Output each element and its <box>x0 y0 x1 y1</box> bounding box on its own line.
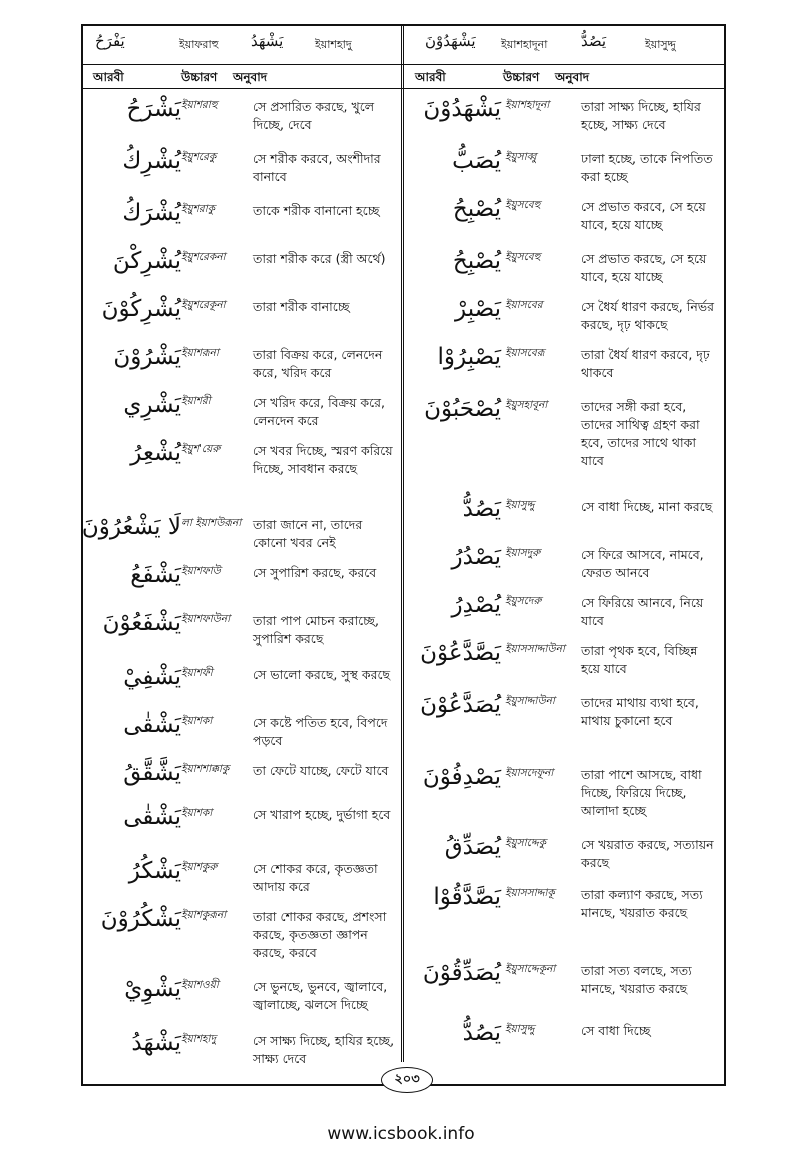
entry-transliteration: ইয়াশহাদূনা <box>505 99 550 111</box>
entry-meaning: সে প্রভাত করবে, সে হয়ে যাবে, হয়ে যাচ্ছে <box>581 199 706 232</box>
entry-transliteration: ইয়ুসহাবূনা <box>505 399 548 411</box>
entry-arabic: يُصْبِحُ <box>452 248 501 274</box>
header-translation: অনুবাদ <box>233 70 268 84</box>
guide-translit-1: ইয়াশহাদূনা <box>501 38 548 51</box>
entry-transliteration: ইয়ুশরাকু <box>181 203 216 215</box>
entry-arabic: يُشْرِكُوْنَ <box>101 296 181 322</box>
entry-arabic: يَشْفَعُ <box>130 562 181 588</box>
entry-arabic: يَشْهَدُ <box>131 1030 181 1056</box>
entry-arabic: يَصُدُّ <box>462 496 501 522</box>
entry-meaning: তারা ধৈর্য ধারণ করবে, দৃঢ় থাকবে <box>581 347 710 380</box>
entry-transliteration: ইয়াসদুরু <box>505 547 541 559</box>
guide-translit-1: ইয়াফরাহু <box>179 38 219 51</box>
entry-meaning: তারা শোকর করছে, প্রশংসা করছে, কৃতজ্ঞতা জ্ঞাপন করছে, করবে <box>253 909 387 960</box>
entry-meaning: সে ফিরিয়ে আনবে, নিয়ে যাবে <box>581 595 704 628</box>
header-rule <box>83 88 724 89</box>
entry-transliteration: ইয়ুসবেহু <box>505 199 541 211</box>
entry-meaning: তারা বিক্রয় করে, লেনদেন করে, খরিদ করে <box>253 347 383 380</box>
page-number: ২০৩ <box>381 1067 433 1093</box>
entry-transliteration: ইয়ুশ'য়েরু <box>181 443 221 455</box>
entry-transliteration: ইয়ুসবেহু <box>505 251 541 263</box>
entry-arabic: يَصْبِرْ <box>455 296 501 322</box>
entry-arabic: يَصَّدَّقُوْا <box>433 884 501 910</box>
entry-meaning: সে প্রসারিত করছে, খুলে দিচ্ছে, দেবে <box>253 99 375 132</box>
dictionary-page <box>81 24 726 1086</box>
entry-arabic: يَشْكُرُ <box>128 858 181 884</box>
entry-arabic: يَشْقٰى <box>123 712 181 738</box>
entry-arabic: يُصَدِّقُوْنَ <box>422 960 501 986</box>
entry-meaning: তারা শরীক করে (স্ত্রী অর্থে) <box>253 251 386 266</box>
entry-transliteration: ইয়ুসাদ্দেকু <box>505 837 546 849</box>
column-header-right <box>405 66 725 88</box>
entry-transliteration: ইয়ুসাদ্দাউনা <box>505 695 555 707</box>
entry-arabic: يَصَّدَّعُوْنَ <box>420 640 501 666</box>
entry-arabic: يُشْرَكُ <box>122 200 181 226</box>
entry-arabic: يَشْرَحُ <box>126 96 181 122</box>
entry-transliteration: ইয়াসবের <box>505 299 543 311</box>
entry-meaning: তারা কল্যাণ করছে, সত্য মানছে, খয়রাত করছে <box>581 887 703 920</box>
entry-arabic: يَصْدِفُوْنَ <box>422 764 501 790</box>
entry-meaning: তারা শরীক বানাচ্ছে <box>253 299 350 314</box>
entry-transliteration: ইয়ুসদেরু <box>505 595 542 607</box>
entry-meaning: সে সুপারিশ করছে, করবে <box>253 565 377 580</box>
entry-arabic: يُصَدَّعُوْنَ <box>420 692 501 718</box>
guide-translit-2: ইয়াশহাদু <box>315 38 352 51</box>
column-header-left <box>83 66 401 88</box>
entry-meaning: তারা জানে না, তাদের কোনো খবর নেই <box>253 517 363 550</box>
entry-arabic: يَشْفِيْ <box>123 664 181 690</box>
entry-transliteration: ইয়াসবেরূ <box>505 347 545 359</box>
entry-transliteration: ইয়াশফাউনা <box>181 613 231 625</box>
entry-transliteration: ইয়াশফাউ <box>181 565 221 577</box>
guide-rule <box>83 64 724 65</box>
entry-meaning: সে শরীক করবে, অংশীদার বানাবে <box>253 151 381 184</box>
entry-meaning: সে ভালো করছে, সুস্থ করছে <box>253 667 391 682</box>
entry-meaning: তারা পাশে আসছে, বাধা দিচ্ছে, ফিরিয়ে দিচ্ছে, আলাদা হচ্ছে <box>581 767 702 818</box>
entry-transliteration: ইয়ুশরেকূনা <box>181 299 226 311</box>
entry-arabic: يَشْرُوْنَ <box>113 344 181 370</box>
entry-meaning: সে ফিরে আসবে, নামবে, ফেরত আনবে <box>581 547 704 580</box>
guide-words-right <box>405 30 725 62</box>
entry-meaning: তাকে শরীক বানানো হচ্ছে <box>253 203 380 218</box>
entry-arabic: يُصْحَبُوْنَ <box>424 396 501 422</box>
entry-meaning: সে বাধা দিচ্ছে, মানা করছে <box>581 499 713 514</box>
entry-meaning: সে ভুনছে, ভুনবে, জ্বালাবে, জ্বালাচ্ছে, ঝলসে দিচ্ছে <box>253 979 388 1012</box>
entry-transliteration: ইয়ুসাদ্দেকূনা <box>505 963 556 975</box>
entry-meaning: সে সাক্ষ্য দিচ্ছে, হাযির হচ্ছে, সাক্ষ্য দেবে <box>253 1033 395 1066</box>
entry-arabic: يَشْهَدُوْنَ <box>423 96 501 122</box>
entry-transliteration: ইয়াশকা <box>181 715 213 727</box>
entry-transliteration: ইয়াশহাদু <box>181 1033 216 1045</box>
entry-meaning: সে কষ্টে পতিত হবে, বিপদে পড়বে <box>253 715 388 748</box>
entry-transliteration: ইয়াশরূনা <box>181 347 219 359</box>
entry-meaning: তাদের মাথায় ব্যথা হবে, মাথায় চুকানো হবে <box>581 695 699 728</box>
entry-arabic: يُصَبُّ <box>452 148 501 174</box>
entry-arabic: يَشْفَعُوْنَ <box>102 610 181 636</box>
entry-arabic: يَشَّقَّقُ <box>123 760 181 786</box>
header-arabic: আরবী <box>93 70 124 84</box>
entry-transliteration: ইয়াশরাহু <box>181 99 218 111</box>
guide-arabic-2: يَصُدُّ <box>581 32 607 50</box>
entry-transliteration: ইয়াশকা <box>181 807 213 819</box>
entry-transliteration: ইয়াশফী <box>181 667 213 679</box>
entry-transliteration: লা ইয়াশউরূনা <box>181 517 242 529</box>
entry-transliteration: ইয়াসুদ্দু <box>505 1023 535 1035</box>
footer-url[interactable]: www.icsbook.info <box>327 1124 475 1144</box>
entry-meaning: ঢালা হচ্ছে, তাকে নিপতিত করা হচ্ছে <box>581 151 713 184</box>
entry-meaning: সে খারাপ হচ্ছে, দুর্ভাগা হবে <box>253 807 391 822</box>
entry-meaning: তাদের সঙ্গী করা হবে, তাদের সাথিত্ব গ্রহণ করা হবে, তাদের সাথে থাকা যাবে <box>581 399 700 468</box>
entry-transliteration: ইয়ুশরেকনা <box>181 251 226 263</box>
entry-meaning: তারা পৃথক হবে, বিচ্ছিন্ন হয়ে যাবে <box>581 643 698 676</box>
entry-meaning: তা ফেটে যাচ্ছে, ফেটে যাবে <box>253 763 389 778</box>
entry-arabic: يَشْقٰى <box>123 804 181 830</box>
entry-transliteration: ইয়াসসাদ্দাউনা <box>505 643 565 655</box>
entry-arabic: يُصْبِحُ <box>452 196 501 222</box>
guide-translit-2: ইয়াসুদ্দু <box>645 38 676 51</box>
entry-transliteration: ইয়াশরী <box>181 395 211 407</box>
header-pronunciation: উচ্চারণ <box>503 70 540 84</box>
guide-words-left <box>83 30 401 62</box>
entry-arabic: يَصْدُرُ <box>451 544 501 570</box>
entry-transliteration: ইয়াসুদ্দু <box>505 499 535 511</box>
guide-arabic-1: يَشْهَدُوْنَ <box>425 32 476 50</box>
entry-meaning: সে ধৈর্য ধারণ করছে, নির্ভর করছে, দৃঢ় থাকছে <box>581 299 714 332</box>
entry-meaning: তারা পাপ মোচন করাচ্ছে, সুপারিশ করছে <box>253 613 379 646</box>
entry-arabic: يَشْوِيْ <box>124 976 181 1002</box>
entry-arabic: يَصُدُّ <box>462 1020 501 1046</box>
entry-arabic: يُشْرِكُ <box>122 148 181 174</box>
entry-transliteration: ইয়ুশরেকু <box>181 151 217 163</box>
entry-arabic: يَشْرِي <box>123 392 181 418</box>
entry-meaning: সে শোকর করে, কৃতজ্ঞতা আদায় করে <box>253 861 378 894</box>
header-translation: অনুবাদ <box>555 70 590 84</box>
header-pronunciation: উচ্চারণ <box>181 70 218 84</box>
entry-transliteration: ইয়াসসাদ্দাকূ <box>505 887 555 899</box>
entry-transliteration: ইয়ুসাব্বু <box>505 151 537 163</box>
entry-meaning: সে বাধা দিচ্ছে <box>581 1023 651 1038</box>
entry-meaning: তারা সাক্ষ্য দিচ্ছে, হাযির হচ্ছে, সাক্ষ্য দেবে <box>581 99 701 132</box>
entry-arabic: يَشْكُرُوْنَ <box>100 906 181 932</box>
entry-transliteration: ইয়াশকুরূনা <box>181 909 227 921</box>
entry-transliteration: ইয়াশকুরু <box>181 861 218 873</box>
entry-meaning: সে খয়রাত করছে, সত্যায়ন করছে <box>581 837 714 870</box>
entry-meaning: তারা সত্য বলছে, সত্য মানছে, খয়রাত করছে <box>581 963 692 996</box>
entry-transliteration: ইয়াসদেফূনা <box>505 767 554 779</box>
entry-meaning: সে খরিদ করে, বিক্রয় করে, লেনদেন করে <box>253 395 386 428</box>
guide-arabic-2: يَشْهَدُ <box>251 32 284 50</box>
column-divider <box>401 26 404 1062</box>
entry-arabic: يُصْدِرُ <box>451 592 501 618</box>
guide-arabic-1: يَفْرَحُ <box>95 32 125 50</box>
entry-transliteration: ইয়াশওয়ী <box>181 979 219 991</box>
entry-transliteration: ইয়াশশাক্কাকু <box>181 763 230 775</box>
entry-arabic: يُشْرِكْنَ <box>112 248 181 274</box>
entry-meaning: সে প্রভাত করছে, সে হয়ে যাবে, হয়ে যাচ্ছে <box>581 251 707 284</box>
header-arabic: আরবী <box>415 70 446 84</box>
entry-arabic: يُصَدِّقُ <box>444 834 501 860</box>
entry-arabic: لَا يَشْعُرُوْنَ <box>81 514 181 540</box>
entry-arabic: يُشْعِرُ <box>130 440 181 466</box>
entry-arabic: يَصْبِرُوْا <box>437 344 501 370</box>
entry-meaning: সে খবর দিচ্ছে, স্মরণ করিয়ে দিচ্ছে, সাবধান করছে <box>253 443 393 476</box>
